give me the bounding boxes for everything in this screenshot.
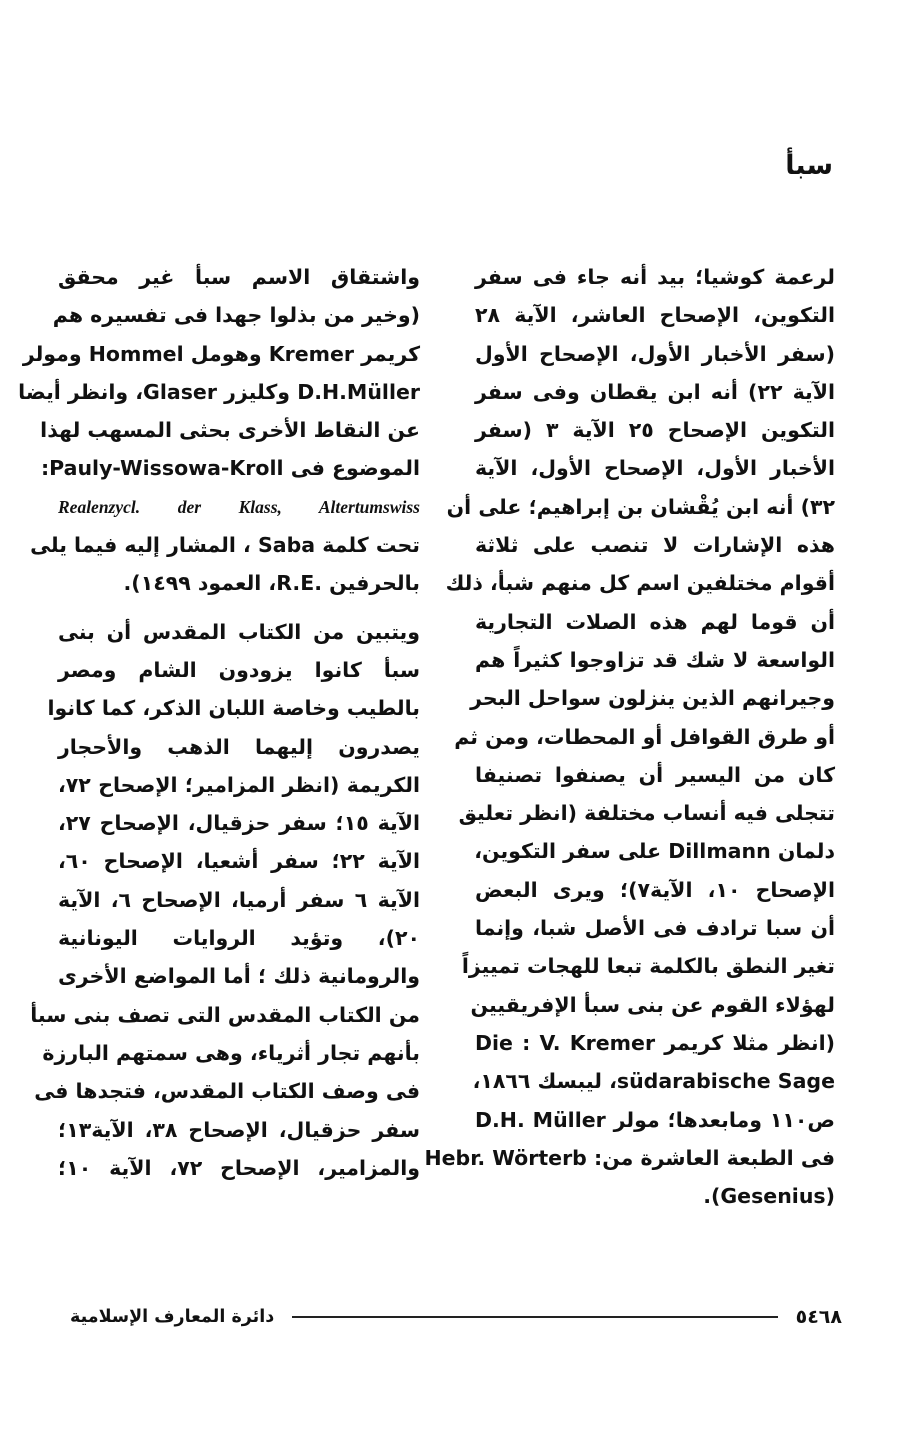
text-line: فى وصف الكتاب المقدس، فتجدها فى bbox=[34, 1079, 420, 1104]
text-line: (سفر الأخبار الأول، الإصحاح الأول bbox=[475, 341, 835, 366]
text-line: تتجلى فيه أنساب مختلفة (انظر تعليق bbox=[458, 801, 835, 826]
text-line: (Gesenius). bbox=[703, 1184, 835, 1209]
text-line: وجيرانهم الذين ينزلون سواحل البحر bbox=[470, 686, 835, 711]
text-line: سبأ كانوا يزودون الشام ومصر bbox=[58, 657, 420, 682]
text-line: أقوام مختلفين اسم كل منهم شبأ، ذلك bbox=[445, 571, 835, 596]
text-line: أن قوما لهم هذه الصلات التجارية bbox=[475, 609, 835, 634]
text-line: Realenzycl. der Klass, Altertumswiss bbox=[58, 496, 420, 517]
text-line: الآية ١٥؛ سفر حزقيال، الإصحاح ٢٧، bbox=[58, 811, 420, 836]
text-line: التكوين الإصحاح ٢٥ الآية ٣ (سفر bbox=[475, 418, 835, 443]
running-header: سبأ bbox=[785, 150, 833, 181]
text-line: الآية ٢٢) أنه ابن يقطان وفى سفر bbox=[475, 379, 835, 404]
right-column bbox=[424, 258, 835, 1215]
text-line: بالحرفين .R.E، العمود ١٤٩٩). bbox=[123, 571, 420, 596]
text-line: الآية ٦ سفر أرميا، الإصحاح ٦، الآية bbox=[58, 887, 420, 912]
text-line: الأخبار الأول، الإصحاح الأول، الآية bbox=[475, 456, 835, 481]
text-line: الكريمة (انظر المزامير؛ الإصحاح ٧٢، bbox=[58, 772, 420, 797]
text-line: من الكتاب المقدس التى تصف بنى سبأ bbox=[30, 1002, 420, 1027]
text-line: والرومانية ذلك ؛ أما المواضع الأخرى bbox=[58, 964, 420, 989]
text-line: أو طرق القوافل أو المحطات، ومن ثم bbox=[454, 724, 835, 749]
page-number: ٥٤٦٨ bbox=[795, 1306, 842, 1328]
footer-divider bbox=[292, 1316, 777, 1318]
text-line: ٢٠)، وتؤيد الروايات اليونانية bbox=[58, 926, 420, 951]
text-line: لهؤلاء القوم عن بنى سبأ الإفريقيين bbox=[470, 992, 835, 1017]
text-line: D.H.Müller وكليزر Glaser، وانظر أيضا bbox=[18, 379, 420, 404]
text-line: دلمان Dillmann على سفر التكوين، bbox=[474, 839, 835, 864]
page-footer bbox=[70, 1302, 842, 1332]
text-line: تحت كلمة Saba ، المشار إليه فيما يلى bbox=[30, 533, 420, 558]
text-line: (انظر مثلا كريمر Die : V. Kremer bbox=[475, 1030, 835, 1055]
text-line: الواسعة لا شك قد تزاوجوا كثيراً هم bbox=[475, 647, 835, 672]
text-line: (وخير من بذلوا جهدا فى تفسيره هم bbox=[52, 303, 420, 328]
text-line: südarabische Sage، ليبسك ١٨٦٦، bbox=[472, 1069, 835, 1094]
text-line: الآية ٢٢؛ سفر أشعيا، الإصحاح ٦٠، bbox=[58, 849, 420, 874]
text-line: الموضوع فى Pauly-Wissowa-Kroll: bbox=[40, 456, 420, 481]
text-line: لرعمة كوشيا؛ بيد أنه جاء فى سفر bbox=[475, 265, 835, 289]
text-line: بأنهم تجار أثرياء، وهى سمتهم البارزة bbox=[42, 1040, 420, 1065]
left-column bbox=[18, 258, 420, 1187]
text-line: والمزامير، الإصحاح ٧٢، الآية ١٠؛ bbox=[58, 1155, 420, 1180]
text-line: واشتقاق الاسم سبأ غير محقق bbox=[58, 265, 420, 289]
text-line: عن النقاط الأخرى بحثى المسهب لهذا bbox=[40, 418, 420, 443]
text-line: ويتبين من الكتاب المقدس أن بنى bbox=[58, 619, 420, 644]
text-line: ص١١٠ ومابعدها؛ مولر D.H. Müller bbox=[475, 1107, 835, 1132]
text-line: كريمر Kremer وهومل Hommel ومولر bbox=[22, 341, 420, 366]
text-line: فى الطبعة العاشرة من: Hebr. Wörterb bbox=[424, 1145, 835, 1170]
text-line: التكوين، الإصحاح العاشر، الآية ٢٨ bbox=[475, 303, 835, 328]
text-line: الإصحاح ١٠، الآية٧)؛ ويرى البعض bbox=[475, 877, 835, 902]
book-title: دائرة المعارف الإسلامية bbox=[70, 1307, 275, 1327]
text-line: ٣٢) أنه ابن يُقْشان بن إبراهيم؛ على أن bbox=[446, 494, 835, 519]
text-line: أن سبا ترادف فى الأصل شبا، وإنما bbox=[475, 916, 835, 941]
text-line: هذه الإشارات لا تنصب على ثلاثة bbox=[475, 533, 835, 558]
text-line: سفر حزقيال، الإصحاح ٣٨، الآية١٣؛ bbox=[58, 1117, 420, 1142]
text-line: يصدرون إليهما الذهب والأحجار bbox=[58, 734, 420, 759]
text-line: تغير النطق بالكلمة تبعا للهجات تمييزاً bbox=[461, 954, 835, 979]
text-line: بالطيب وخاصة اللبان الذكر، كما كانوا bbox=[47, 696, 420, 721]
text-line: كان من اليسير أن يصنفوا تصنيفا bbox=[475, 762, 835, 787]
